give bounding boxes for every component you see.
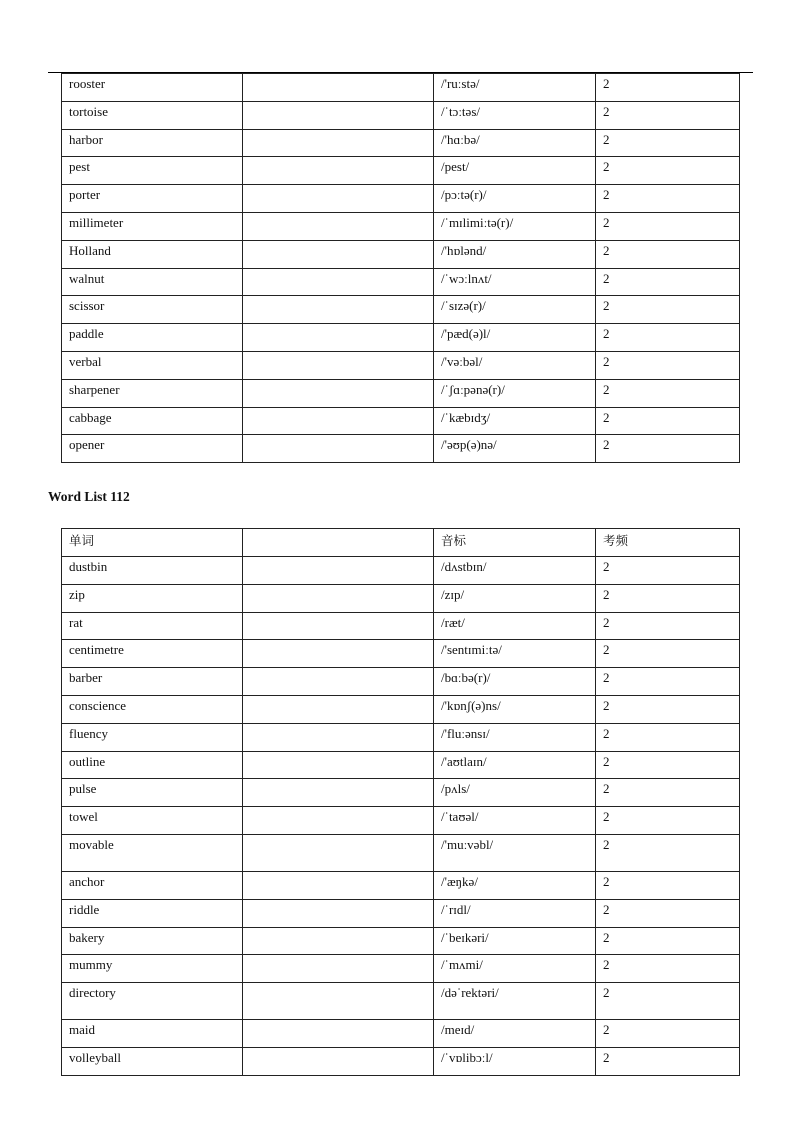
table-row (62, 723, 740, 751)
word-cell: rat (62, 612, 243, 640)
table-row (62, 407, 740, 435)
phonetic-cell: /'muːvəbl/ (434, 834, 596, 871)
phonetic-cell: /ˈbeɪkəri/ (434, 927, 596, 955)
frequency-cell: 2 (596, 268, 740, 296)
frequency-cell: 2 (596, 1047, 740, 1075)
word-cell: porter (62, 185, 243, 213)
word-cell: directory (62, 983, 243, 1020)
table-row (62, 751, 740, 779)
meaning-cell (243, 212, 434, 240)
word-cell: fluency (62, 723, 243, 751)
meaning-cell (243, 695, 434, 723)
table-row (62, 324, 740, 352)
word-cell: zip (62, 584, 243, 612)
header-phonetic: 音标 (434, 529, 596, 557)
meaning-cell (243, 807, 434, 835)
word-cell: harbor (62, 129, 243, 157)
frequency-cell: 2 (596, 612, 740, 640)
word-cell: centimetre (62, 640, 243, 668)
word-cell: movable (62, 834, 243, 871)
table-row (62, 268, 740, 296)
meaning-cell (243, 584, 434, 612)
meaning-cell (243, 407, 434, 435)
table-row (62, 779, 740, 807)
meaning-cell (243, 268, 434, 296)
table-row (62, 834, 740, 871)
frequency-cell: 2 (596, 983, 740, 1020)
table-row (62, 296, 740, 324)
phonetic-cell: /ˈmʌmi/ (434, 955, 596, 983)
word-cell: volleyball (62, 1047, 243, 1075)
phonetic-cell: /'ruːstə/ (434, 74, 596, 102)
word-cell: pulse (62, 779, 243, 807)
frequency-cell: 2 (596, 129, 740, 157)
frequency-cell: 2 (596, 101, 740, 129)
frequency-cell: 2 (596, 640, 740, 668)
table-row (62, 695, 740, 723)
frequency-cell: 2 (596, 751, 740, 779)
frequency-cell: 2 (596, 927, 740, 955)
meaning-cell (243, 157, 434, 185)
meaning-cell (243, 435, 434, 463)
phonetic-cell: /dəˈrektəri/ (434, 983, 596, 1020)
meaning-cell (243, 129, 434, 157)
phonetic-cell: /ˈrɪdl/ (434, 899, 596, 927)
table-header-row (62, 529, 740, 557)
phonetic-cell: /ˈtɔːtəs/ (434, 101, 596, 129)
phonetic-cell: /'pæd(ə)l/ (434, 324, 596, 352)
meaning-cell (243, 296, 434, 324)
frequency-cell: 2 (596, 955, 740, 983)
word-cell: verbal (62, 351, 243, 379)
table-row (62, 379, 740, 407)
table-row (62, 955, 740, 983)
frequency-cell: 2 (596, 407, 740, 435)
meaning-cell (243, 871, 434, 899)
frequency-cell: 2 (596, 557, 740, 585)
meaning-cell (243, 779, 434, 807)
table-row (62, 212, 740, 240)
frequency-cell: 2 (596, 834, 740, 871)
table-row (62, 157, 740, 185)
phonetic-cell: /ˈʃɑːpənə(r)/ (434, 379, 596, 407)
meaning-cell (243, 379, 434, 407)
word-cell: tortoise (62, 101, 243, 129)
phonetic-cell: /'fluːənsɪ/ (434, 723, 596, 751)
word-list-title: Word List 112 (48, 489, 130, 504)
word-cell: mummy (62, 955, 243, 983)
header-meaning (243, 529, 434, 557)
word-cell: rooster (62, 74, 243, 102)
phonetic-cell: /'hɑːbə/ (434, 129, 596, 157)
frequency-cell: 2 (596, 185, 740, 213)
word-cell: cabbage (62, 407, 243, 435)
word-cell: anchor (62, 871, 243, 899)
phonetic-cell: /ˈkæbɪdʒ/ (434, 407, 596, 435)
phonetic-cell: /'hɒlənd/ (434, 240, 596, 268)
table-row (62, 584, 740, 612)
phonetic-cell: /ˈsɪzə(r)/ (434, 296, 596, 324)
table-row (62, 927, 740, 955)
phonetic-cell: /dʌstbɪn/ (434, 557, 596, 585)
frequency-cell: 2 (596, 723, 740, 751)
frequency-cell: 2 (596, 379, 740, 407)
phonetic-cell: /'vəːbəl/ (434, 351, 596, 379)
phonetic-cell: /bɑːbə(r)/ (434, 668, 596, 696)
phonetic-cell: /pʌls/ (434, 779, 596, 807)
phonetic-cell: /meɪd/ (434, 1020, 596, 1048)
frequency-cell: 2 (596, 157, 740, 185)
meaning-cell (243, 899, 434, 927)
word-cell: millimeter (62, 212, 243, 240)
meaning-cell (243, 1020, 434, 1048)
meaning-cell (243, 351, 434, 379)
phonetic-cell: /ˈmɪlimiːtə(r)/ (434, 212, 596, 240)
frequency-cell: 2 (596, 695, 740, 723)
word-cell: maid (62, 1020, 243, 1048)
word-cell: outline (62, 751, 243, 779)
meaning-cell (243, 927, 434, 955)
meaning-cell (243, 185, 434, 213)
word-cell: paddle (62, 324, 243, 352)
frequency-cell: 2 (596, 899, 740, 927)
frequency-cell: 2 (596, 324, 740, 352)
phonetic-cell: /pɔːtə(r)/ (434, 185, 596, 213)
word-cell: conscience (62, 695, 243, 723)
frequency-cell: 2 (596, 807, 740, 835)
word-table-continued (61, 73, 740, 463)
table-row (62, 899, 740, 927)
phonetic-cell: /'æŋkə/ (434, 871, 596, 899)
table-row (62, 807, 740, 835)
word-cell: riddle (62, 899, 243, 927)
table-row (62, 129, 740, 157)
header-frequency: 考频 (596, 529, 740, 557)
phonetic-cell: /'kɒnʃ(ə)ns/ (434, 695, 596, 723)
phonetic-cell: /pest/ (434, 157, 596, 185)
frequency-cell: 2 (596, 1020, 740, 1048)
word-cell: pest (62, 157, 243, 185)
table-row (62, 1047, 740, 1075)
word-table-112 (61, 528, 740, 1076)
frequency-cell: 2 (596, 871, 740, 899)
table-row (62, 983, 740, 1020)
meaning-cell (243, 723, 434, 751)
word-cell: opener (62, 435, 243, 463)
meaning-cell (243, 640, 434, 668)
frequency-cell: 2 (596, 296, 740, 324)
word-cell: barber (62, 668, 243, 696)
table-row (62, 557, 740, 585)
word-cell: dustbin (62, 557, 243, 585)
phonetic-cell: /'sentɪmiːtə/ (434, 640, 596, 668)
phonetic-cell: /zɪp/ (434, 584, 596, 612)
frequency-cell: 2 (596, 435, 740, 463)
frequency-cell: 2 (596, 779, 740, 807)
table-row (62, 185, 740, 213)
meaning-cell (243, 751, 434, 779)
meaning-cell (243, 955, 434, 983)
table-row (62, 612, 740, 640)
frequency-cell: 2 (596, 668, 740, 696)
table-row (62, 640, 740, 668)
frequency-cell: 2 (596, 74, 740, 102)
meaning-cell (243, 668, 434, 696)
table-row (62, 240, 740, 268)
word-cell: sharpener (62, 379, 243, 407)
word-cell: walnut (62, 268, 243, 296)
table-row (62, 74, 740, 102)
phonetic-cell: /ræt/ (434, 612, 596, 640)
word-cell: scissor (62, 296, 243, 324)
table-row (62, 1020, 740, 1048)
meaning-cell (243, 240, 434, 268)
table-row (62, 668, 740, 696)
meaning-cell (243, 557, 434, 585)
frequency-cell: 2 (596, 584, 740, 612)
meaning-cell (243, 983, 434, 1020)
word-cell: towel (62, 807, 243, 835)
meaning-cell (243, 834, 434, 871)
phonetic-cell: /ˈvɒlibɔːl/ (434, 1047, 596, 1075)
meaning-cell (243, 324, 434, 352)
phonetic-cell: /ˈtaʊəl/ (434, 807, 596, 835)
phonetic-cell: /ˈwɔːlnʌt/ (434, 268, 596, 296)
table-row (62, 101, 740, 129)
phonetic-cell: /'əʊp(ə)nə/ (434, 435, 596, 463)
frequency-cell: 2 (596, 212, 740, 240)
word-cell: bakery (62, 927, 243, 955)
table-row (62, 351, 740, 379)
phonetic-cell: /'aʊtlaɪn/ (434, 751, 596, 779)
frequency-cell: 2 (596, 351, 740, 379)
meaning-cell (243, 101, 434, 129)
frequency-cell: 2 (596, 240, 740, 268)
word-cell: Holland (62, 240, 243, 268)
meaning-cell (243, 612, 434, 640)
meaning-cell (243, 74, 434, 102)
table-row (62, 435, 740, 463)
header-word: 单词 (62, 529, 243, 557)
meaning-cell (243, 1047, 434, 1075)
table-row (62, 871, 740, 899)
